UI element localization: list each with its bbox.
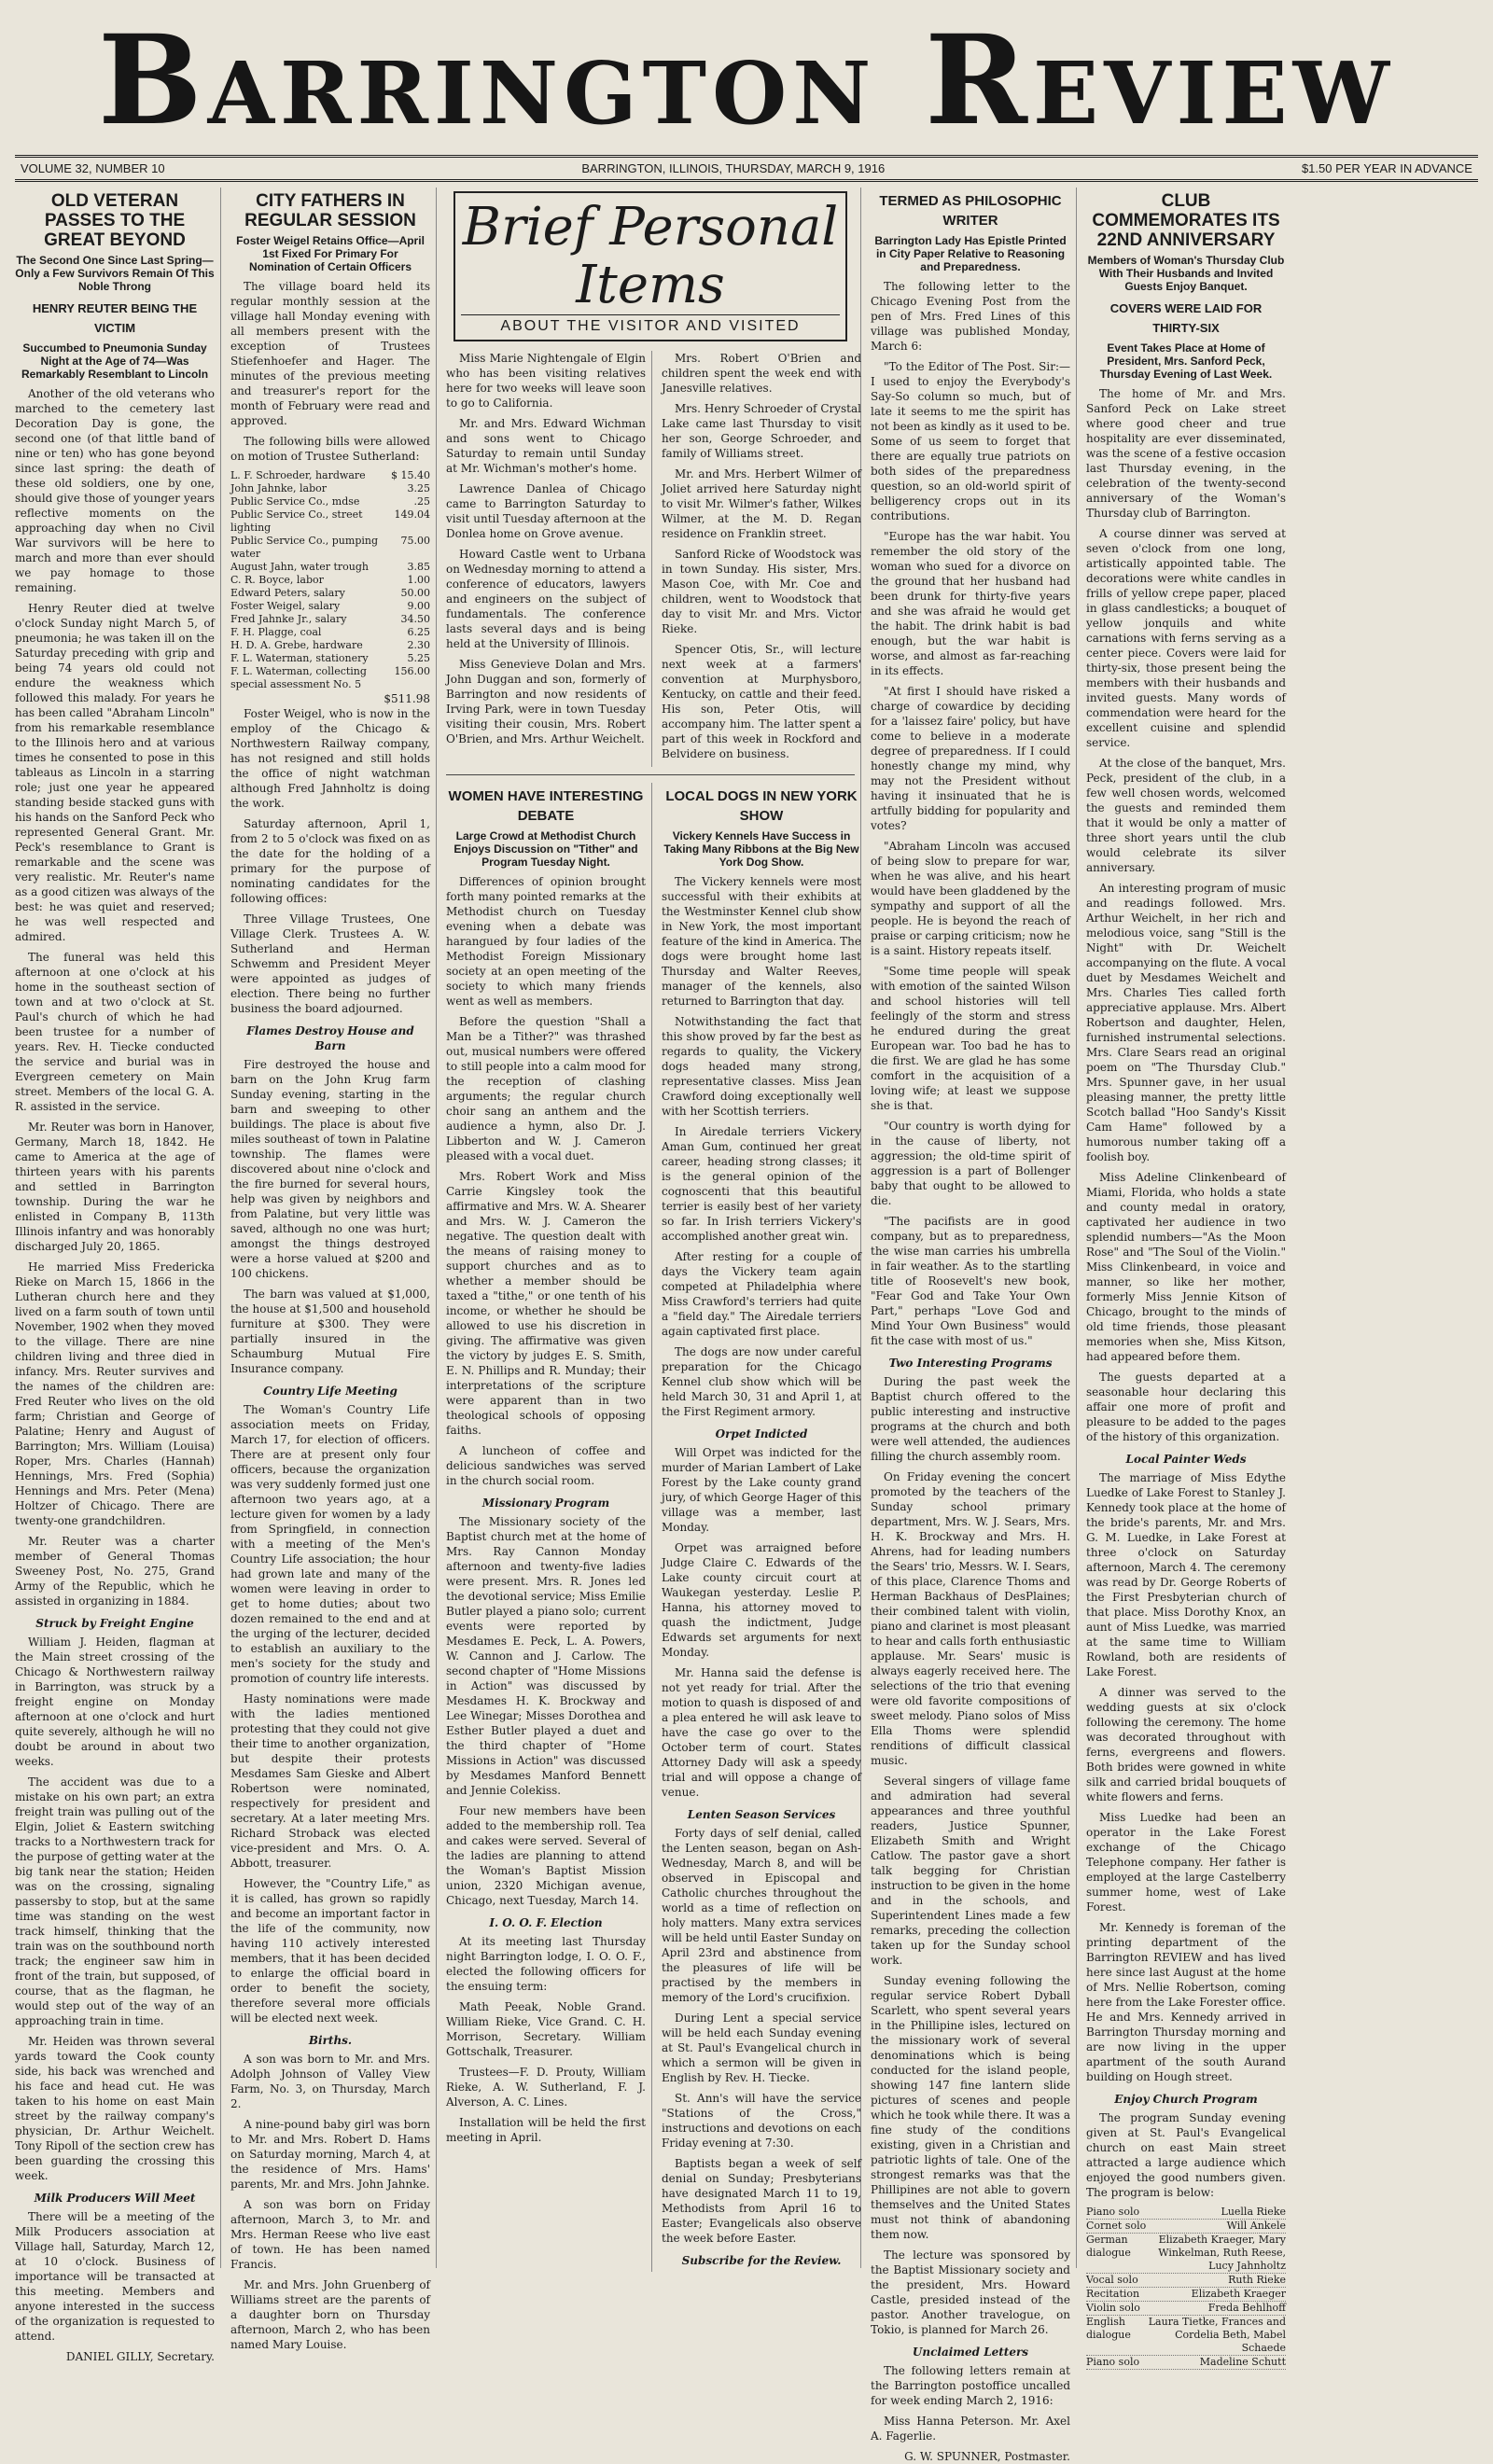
paragraph: Notwithstanding the fact that this show proved by far the best as regards to quality, the Vickery dogs headed many strong, representative classes. Miss Jean Crawford doing exceptionally well with her Scottish terriers. xyxy=(662,1015,861,1118)
headline-city-fathers: CITY FATHERS IN REGULAR SESSION xyxy=(244,191,416,230)
headline-church-program: Enjoy Church Program xyxy=(1114,2093,1258,2106)
paragraph: After resting for a couple of days the Vickery team again competed at Philadelphia where Miss Crawford's terriers had quite a "field day." The Airedale terriers again captivated first place. xyxy=(662,1250,861,1338)
paragraph: The Missionary society of the Baptist church met at the home of Mrs. Ray Cannon Monday afternoon and twenty-five ladies were present. Mrs. R. Jones led the devotional service; Miss Emilie Butler played a piano solo; current events were reported by Mesdames E. Peck, L. A. Powers, W. Cannon and J. Carlow. The second chapter of "Home Missions in Action" was discussed by Mesdames H. K. Brockway and Lee Winegar; Misses Dorothea and Esther Butler played a duet and the third chapter of "Home Missions in Action" was discussed by Mesdames Manford Bennett and Jennie Colekiss. xyxy=(446,1515,646,1797)
bill-amount: 6.25 xyxy=(407,626,430,638)
bill-amount: 1.00 xyxy=(407,574,430,586)
paragraph: "Abraham Lincoln was accused of being slow to prepare for war, when he was alive, and his heart would have been gladdened by the sympathy and support of all the people. He is beyond the reach of praise or carping criticism; now he is a saint. History repeats itself. xyxy=(871,840,1070,957)
program-item: Recitation xyxy=(1086,2288,1140,2300)
paragraph: Mr. Kennedy is foreman of the printing department of the Barrington REVIEW and has lived here since last August at the home of Mrs. Nellie Robertson, coming here from the Lake Forester office. He and Mrs. Kennedy arrived in Barrington Thursday morning and are now living in the upper apartment of the south Aurand building on Hough street. xyxy=(1086,1921,1286,2083)
paragraph: The following bills were allowed on motion of Trustee Sutherland: xyxy=(230,435,430,463)
paragraph: The program Sunday evening given at St. Paul's Evangelical church on east Main street attracted a large audience which enjoyed the good numbers given. The program is below: xyxy=(1086,2111,1286,2199)
deck: Members of Woman's Thursday Club With Their Husbands and Invited Guests Enjoy Banquet. xyxy=(1087,254,1285,293)
dogs-column xyxy=(662,783,867,2272)
program-performer: Elizabeth Kraeger xyxy=(1191,2288,1286,2300)
bill-amount: 3.25 xyxy=(407,482,430,494)
program-performer: Will Ankele xyxy=(1226,2220,1286,2232)
paragraph: Miss Adeline Clinkenbeard of Miami, Florida, who holds a state and county medal in oratory, captivated her audience in two splendid numbers—"As the Moon Rose" and "The Soul of the Violin." Miss Clinkenbeard, in voice and manner, so like her mother, formerly Miss Jennie Kitson of Chicago, brought to the minds of old time friends, those pleasant memories when she, Miss Kitson, had appeared before them. xyxy=(1086,1171,1286,1363)
newspaper-page xyxy=(15,8,1478,2463)
bill-row xyxy=(230,508,430,535)
bill-amount: 50.00 xyxy=(400,587,430,599)
bill-item: Public Service Co., mdse xyxy=(230,495,360,508)
bills-total: $511.98 xyxy=(384,692,430,705)
personal-item: Mr. and Mrs. Edward Wichman and sons went to Chicago Saturday to remain until Sunday at Mr. Wichman's mother's home. xyxy=(446,417,646,475)
subheadline: HENRY REUTER BEING THE VICTIM xyxy=(32,301,198,335)
signature: DANIEL GILLY, Secretary. xyxy=(65,2350,215,2363)
personal-left xyxy=(446,351,652,767)
paragraph: Orpet was arraigned before Judge Claire C. Edwards of the Lake county circuit court at Waukegan yesterday. Leslie P. Hanna, his attorney moved to quash the indictment, Judge Edwards set arguments for next Monday. xyxy=(662,1541,861,1659)
subscribe-note: Subscribe for the Review. xyxy=(681,2254,842,2267)
center-columns xyxy=(446,188,861,2268)
bill-amount: 9.00 xyxy=(407,600,430,612)
place-date: BARRINGTON, ILLINOIS, THURSDAY, MARCH 9, 1916 xyxy=(581,161,886,175)
paragraph: In Airedale terriers Vickery Aman Gum, continued her great career, heading strong classes; it is the general opinion of the cognoscenti that this beautiful terrier is easily best of her variety so far. In Irish terriers Vickery's accomplished another great win. xyxy=(662,1125,861,1243)
paragraph: The Vickery kennels were most successful with their exhibits at the Westminster Kennel club show in New York, the most important feature of the kind in America. The dogs were brought home last Thursday and Walter Reeves, manager of the kennels, also returned to Barrington that day. xyxy=(662,875,861,1008)
bill-amount: 3.85 xyxy=(407,561,430,573)
bill-item: H. D. A. Grebe, hardware xyxy=(230,639,363,651)
paragraph: Henry Reuter died at twelve o'clock Sunday night March 5, of pneumonia; he was taken ill on the Saturday preceding with grip and being 74 years old could not endure the weakness which followed this malady. For years he has been called "Abraham Lincoln" from his remarkable resemblance to the Illinois hero and at various times he consented to pose in this tableaus as Lincoln in a starring role; just one year he appeared standing beside stacked guns with his hands on the Sanford Peck who represented General Grant. Mr. Peck's resemblance to Grant is remarkable and the scene was very realistic. Mr. Reuter's name as a good citizen was always of the best: he was quiet and reserved; he was well respected and admired. xyxy=(15,602,215,943)
paragraph: The village board held its regular monthly session at the village hall Monday evening with all members present with the exception of Trustees Stiefenhoefer and Hager. The minutes of the previous meeting and treasurer's report for the month of February were read and approved. xyxy=(230,280,430,427)
deck: The Second One Since Last Spring—Only a Few Survivors Remain Of This Noble Throng xyxy=(15,254,215,293)
column-5 xyxy=(871,188,1077,2463)
program-row xyxy=(1086,2206,1286,2220)
paragraph: The marriage of Miss Edythe Luedke of Lake Forest to Stanley J. Kennedy took place at the home of the bride's parents, Mr. and Mrs. G. M. Luedke, in Lake Forest at three o'clock on Saturday afternoon, March 4. The ceremony was read by Dr. George Roberts of the First Presbyterian church of that place. Miss Dorothy Knox, an aunt of Miss Luedke, was married at the same time to William Rowland, both are residents of Lake Forest. xyxy=(1086,1471,1286,1678)
paragraph: Several singers of village fame and admiration had several appearances and three youthful readers, Justice Spunner, Elizabeth Smith and Wright Catlow. The pastor gave a short talk begging for Christian instruction to be given in the home and in the schools, and Superintendent Lines made a few remarks, preceding the collection taken up for the Sunday school work. xyxy=(871,1775,1070,1967)
paragraph: Foster Weigel, who is now in the employ of the Chicago & Northwestern Railway company, has not resigned and still holds the office of night watchman although Fred Jahnholtz is doing the work. xyxy=(230,707,430,810)
bill-row xyxy=(230,587,430,600)
paragraph: A luncheon of coffee and delicious sandwiches was served in the church social room. xyxy=(446,1444,646,1487)
debate-column xyxy=(446,783,652,2272)
personal-item: Sanford Ricke of Woodstock was in town Sunday. His sister, Mrs. Mason Coe, with Mr. Coe and children, went to Woodstock that day to visit Mr. and Mrs. Victor Rieke. xyxy=(662,548,861,635)
bill-item: F. L. Waterman, collecting special assessment No. 5 xyxy=(230,665,367,690)
headline-country-life: Country Life Meeting xyxy=(263,1385,398,1398)
headline-milk: Milk Producers Will Meet xyxy=(34,2192,196,2205)
bill-amount: 75.00 xyxy=(400,535,430,547)
headline-ioof: I. O. O. F. Election xyxy=(489,1916,603,1929)
program-row xyxy=(1086,2316,1286,2356)
paragraph: "Some time people will speak with emotion of the sainted Wilson and school histories will tell feelingly of the storm and stress he endured during the great European war. Too bad he has to die first. We are glad he has some comfort in the acquisition of a loving wife; at least we suppose she is that. xyxy=(871,965,1070,1112)
paragraph: "At first I should have risked a charge of cowardice by deciding for a 'laissez faire' policy, but have come to believe in a moderate degree of preparedness. If I could honestly change my mind, why may not the President without having it insinuated that he is artfully bidding for popularity and votes? xyxy=(871,685,1070,832)
paragraph: Trustees—F. D. Prouty, William Rieke, A. W. Sutherland, F. J. Alverson, A. C. Lines. xyxy=(446,2066,646,2109)
program-item: Cornet solo xyxy=(1086,2220,1147,2232)
headline-programs: Two Interesting Programs xyxy=(888,1357,1053,1370)
bill-row xyxy=(230,600,430,613)
program-row xyxy=(1086,2302,1286,2316)
paragraph: Before the question "Shall a Man be a Tither?" was thrashed out, musical numbers were offered to still people into a calm mood for the reception of clashing arguments; the regular church choir sang an anthem and the audience a hymn, also Dr. J. Libberton and W. J. Cameron pleased with a vocal duet. xyxy=(446,1015,646,1162)
paragraph: The barn was valued at $1,000, the house at $1,500 and household furniture at $300. They were partially insured in the Schaumburg Mutual Fire Insurance company. xyxy=(230,1288,430,1375)
headline-philosophic: TERMED AS PHILOSOPHIC WRITER xyxy=(879,193,1062,229)
bill-item: Public Service Co., pumping water xyxy=(230,535,379,560)
bill-item: John Jahnke, labor xyxy=(230,482,328,494)
deck: Large Crowd at Methodist Church Enjoys Discussion on "Tither" and Program Tuesday Night. xyxy=(453,829,638,869)
deck-2: Event Takes Place at Home of President, Mrs. Sanford Peck, Thursday Evening of Last Week. xyxy=(1099,341,1273,381)
deck: Foster Weigel Retains Office—April 1st Fixed For Primary For Nomination of Certain Officers xyxy=(236,234,425,273)
personal-item: Miss Marie Nightengale of Elgin who has been visiting relatives here for two weeks will leave soon to go to California. xyxy=(446,352,646,410)
bill-row xyxy=(230,561,430,574)
program-item: Piano solo xyxy=(1086,2356,1140,2368)
personal-item: Howard Castle went to Urbana on Wednesday morning to attend a conference of educators, lawyers and engineers on the subject of fundamentals. The conference lasts several days and is being held at the University of Illinois. xyxy=(446,548,646,650)
paragraph: The following letters remain at the Barrington postoffice uncalled for week ending March 2, 1916: xyxy=(871,2364,1070,2407)
headline-struck: Struck by Freight Engine xyxy=(35,1617,194,1630)
bill-row xyxy=(230,652,430,665)
paragraph: A nine-pound baby girl was born to Mr. and Mrs. Robert D. Hams on Saturday morning, March 4, at the residence of Mrs. Hams' parents, Mr. and Mrs. John Jahnke. xyxy=(230,2118,430,2191)
program-row xyxy=(1086,2356,1286,2370)
deck: Vickery Kennels Have Success in Taking Many Ribbons at the Big New York Dog Show. xyxy=(663,829,859,869)
paragraph: "Our country is worth dying for in the cause of liberty, not aggression; the old-time spirit of aggression is a part of Bollenger baby that ought to be allowed to die. xyxy=(871,1120,1070,1207)
paragraph: Three Village Trustees, One Village Clerk. Trustees A. W. Sutherland and Herman Schwemm and President Meyer were appointed as judges of election. There being no further business the board adjourned. xyxy=(230,912,430,1015)
bill-amount: 156.00 xyxy=(394,665,430,677)
paragraph: The guests departed at a seasonable hour declaring this affair one more of profit and pleasure to be added to the pages of the history of this organization. xyxy=(1086,1371,1286,1443)
paragraph: Hasty nominations were made with the ladies mentioned protesting that they could not give their time to another organization, but despite their protests Mesdames Sam Gieske and Albert Robertson were nominated, respectively for president and secretary. At a later meeting Mrs. Richard Stroback was elected vice-president and Mrs. O. A. Abbott, treasurer. xyxy=(230,1692,430,1870)
program-performer: Luella Rieke xyxy=(1221,2206,1286,2218)
headline-flames: Flames Destroy House and Barn xyxy=(246,1024,414,1052)
paragraph: The accident was due to a mistake on his own part; an extra freight train was pulling out of the Elgin, Joliet & Eastern switching tracks to a Northwestern track for the purpose of getting water at the big tank near the station; Heiden was on the crossing, signaling passersby to stop, but at the same time was standing on the west track himself, thinking that the train was on the southbound north track; the engineer saw him in front of the train, but supposed, of course, that as the flagman, he would step out of the way of an approaching train in time. xyxy=(15,1775,215,2027)
dateline xyxy=(15,155,1478,182)
personal-right xyxy=(662,351,867,767)
bill-row xyxy=(230,639,430,652)
center-stories xyxy=(446,783,861,2272)
paragraph: At its meeting last Thursday night Barrington lodge, I. O. O. F., elected the following officers for the ensuing term: xyxy=(446,1935,646,1993)
bill-row xyxy=(230,495,430,508)
personal-item: Miss Genevieve Dolan and Mrs. John Duggan and son, formerly of Barrington and now residents of Irving Park, were in town Tuesday visiting their cousin, Mrs. Robert O'Brien, and Mrs. Arthur Weichelt. xyxy=(446,658,646,745)
program-row xyxy=(1086,2234,1286,2274)
bill-row xyxy=(230,665,430,691)
bill-row xyxy=(230,626,430,639)
headline-unclaimed: Unclaimed Letters xyxy=(912,2346,1029,2359)
bill-amount: 2.30 xyxy=(407,639,430,651)
paragraph: St. Ann's will have the service "Stations of the Cross," instructions and devotions on each Friday evening at 7:30. xyxy=(662,2092,861,2150)
paragraph: A son was born on Friday afternoon, March 3, to Mr. and Mrs. Herman Reese who live east of town. He has been named Francis. xyxy=(230,2198,430,2271)
paragraph: Fire destroyed the house and barn on the John Krug farm Sunday evening, starting in the barn and sweeping to other buildings. The place is about five miles southeast of town in Palatine township. The flames were discovered about nine o'clock and the fire burned for several hours, help was given by neighbors and from Palatine, but very little was saved, although no one was hurt; amongst the things destroyed were a horse valued at $200 and 100 chickens. xyxy=(230,1058,430,1280)
columns xyxy=(15,188,1478,2463)
brief-personal-box xyxy=(453,191,847,341)
paragraph: The Woman's Country Life association meets on Friday, March 17, for election of officers. There are at present only four officers, because the organization was very suddenly formed just one afternoon two years ago, at a lecture given for women by a lady from Springfield, in connection with a meeting of the Men's Country Life association; the hour had grown late and many of the women were leaving in order to get to home duties; about two dozen remained to the end and at the urging of the lecturer, decided to establish an auxiliary to the men's society for the study and promotion of country life interests. xyxy=(230,1403,430,1685)
headline-dogs: LOCAL DOGS IN NEW YORK SHOW xyxy=(665,788,858,824)
paragraph: "To the Editor of The Post. Sir:—I used to enjoy the Everybody's Say-So column so much, but of late it seems to me the spirit has not been as kindly as it used to be. Some of us seem to forget that there are equally true patriots on both sides of the preparedness question, so an old-world spirit of belligerency crops out in its contributions. xyxy=(871,360,1070,522)
paragraph: During the past week the Baptist church offered to the public interesting and instructive programs at the church and both were well attended, the audiences filling the church assembly room. xyxy=(871,1375,1070,1463)
paragraph: However, the "Country Life," as it is called, has grown so rapidly and become an important factor in the life of the community, now having 110 actively interested members, that it has been decided to enlarge the official board in order to benefit the society, therefore several more officials will be elected next week. xyxy=(230,1877,430,2025)
paragraph: Four new members have been added to the membership roll. Tea and cakes were served. Several of the ladies are planning to attend the Woman's Baptist Mission union, 2320 Michigan avenue, Chicago, next Tuesday, March 14. xyxy=(446,1804,646,1907)
paragraph: Will Orpet was indicted for the murder of Marian Lambert of Lake Forest by the Lake county grand jury, of which George Hager of this village was a member, last Monday. xyxy=(662,1446,861,1534)
paragraph: There will be a meeting of the Milk Producers association at Village hall, Saturday, March 12, at 10 o'clock. Business of importance will be transacted at this meeting. Members and anyone interested in the success of the organization is requested to attend. xyxy=(15,2210,215,2343)
paragraph: Mr. and Mrs. John Gruenberg of Williams street are the parents of a daughter born on Thursday afternoon, March 2, who has been named Mary Louise. xyxy=(230,2278,430,2351)
brief-subtitle: ABOUT THE VISITOR AND VISITED xyxy=(461,314,840,334)
headline-missionary: Missionary Program xyxy=(481,1496,610,1510)
paragraph: Installation will be held the first meeting in April. xyxy=(446,2116,646,2144)
paragraph: Mr. Reuter was a charter member of General Thomas Sweeney Post, No. 275, Grand Army of the Republic, which he assisted in organizing in 1884. xyxy=(15,1535,215,1608)
divider xyxy=(446,774,855,775)
column-6 xyxy=(1086,188,1291,2368)
signature: G. W. SPUNNER, Postmaster. xyxy=(904,2450,1070,2463)
paragraph: Differences of opinion brought forth many pointed remarks at the Methodist church on Tuesday evening when a debate was harangued by four ladies of the Methodist Foreign Missionary society at an open meeting of the society to which many friends went as well as members. xyxy=(446,875,646,1008)
paragraph: Miss Hanna Peterson. Mr. Axel A. Fagerlie. xyxy=(871,2415,1070,2443)
paragraph: The funeral was held this afternoon at one o'clock at his home in the southeast section of town and at two o'clock at St. Paul's church of which he had been trustee for a number of years. Rev. H. Tiecke conducted the service and burial was in Evergreen cemetery on Main street. Members of the local G. A. R. assisted in the service. xyxy=(15,951,215,1113)
paragraph: "Europe has the war habit. You remember the old story of the woman who sued for a divorce on the ground that her husband had been drunk for thirty-five years and she was afraid he would get the habit. The drink habit is bad enough, but the war habit is worse, and almost as far-reaching in its effects. xyxy=(871,530,1070,677)
bill-row xyxy=(230,613,430,626)
paragraph: A course dinner was served at seven o'clock from one long, artistically appointed table. The decorations were white candles in frills of yellow crepe paper, placed in glass candlesticks; a bouquet of yellow jonquils and white carnations with ferns serving as a center piece. Covers were laid for thirty-six, those present being the members with their husbands and invited guests. Many words of commendation were heard for the excellent cuisine and splendid service. xyxy=(1086,527,1286,749)
program-row xyxy=(1086,2274,1286,2288)
volume-number: VOLUME 32, NUMBER 10 xyxy=(21,161,165,175)
paragraph: Mr. Reuter was born in Hanover, Germany, March 18, 1842. He came to America at the age of thirteen years with his parents and settled in Barrington township. During the war he enlisted in Company B, 113th Illinois infantry and was honorably discharged July 20, 1865. xyxy=(15,1121,215,1253)
column-2 xyxy=(230,188,437,2351)
program-performer: Elizabeth Kraeger, Mary Winkelman, Ruth Reese, Lucy Jahnholtz xyxy=(1158,2234,1286,2272)
personal-item: Lawrence Danlea of Chicago came to Barrington Saturday to visit until Tuesday afternoon at the Donlea home on Grove avenue. xyxy=(446,482,646,540)
bill-row xyxy=(230,482,430,495)
paragraph: Another of the old veterans who marched to the cemetery last Decoration Day is gone, the second one (of that little band of nine or ten) who has gone beyond since last spring: the death of these old soldiers, one by one, should give those of younger years reflective moments on the approaching day when no Civil War survivors will be here to march and more than ever should we pay homage to those remaining. xyxy=(15,387,215,594)
program-item: English dialogue xyxy=(1086,2316,1131,2341)
paragraph: Sunday evening following the regular service Robert Dyball Scarlett, who spent several years in the Phillipine isles, lectured on the missionary work of several denominations which is being conducted for the island people, showing 147 fine lantern slide pictures of scenes and people which he took while there. It was a fine study of the conditions existing, given in a Christian and patriotic lights of tale. One of the strongest remarks was that the Phillipines are not able to govern themselves and the United States must not think of abandoning them now. xyxy=(871,1974,1070,2241)
program-performer: Madeline Schutt xyxy=(1199,2356,1286,2368)
headline-births: Births. xyxy=(308,2034,353,2047)
program-item: Piano solo xyxy=(1086,2206,1140,2218)
paragraph: He married Miss Fredericka Rieke on March 15, 1866 in the Lutheran church here and they lived on a farm south of town until November, 1902 when they moved to the village. There are nine children living and three died in infancy. Mrs. Reuter survives and the names of the children are: Fred Reuter who lives on the old farm; Christian and George of Palatine; Henry and August of Barrington; Mrs. William (Louisa) Roper, Mrs. Charles (Hannah) Hennings, Mrs. Fred (Sophia) Hennings and Mrs. Peter (Mena) Holtzer of Chicago. There are twenty-one grandchildren. xyxy=(15,1260,215,1527)
paragraph: Baptists began a week of self denial on Sunday; Presbyterians have designated March 11 to 19, Methodists from April 16 to Easter; Evangelicals also observe the week before Easter. xyxy=(662,2157,861,2245)
bill-item: Public Service Co., street lighting xyxy=(230,508,363,534)
bill-item: L. F. Schroeder, hardware xyxy=(230,469,366,481)
paragraph: "The pacifists are in good company, but as to preparedness, the wise man carries his umbrella in fair weather. As to the startling title of Roosevelt's new book, "Fear God and Take Your Own Part," perhaps "Love God and Mind Your Own Business" would fit the case with most of us." xyxy=(871,1215,1070,1347)
program-item: Violin solo xyxy=(1086,2302,1140,2314)
masthead: Barrington Review xyxy=(98,8,1395,153)
bill-amount: .25 xyxy=(413,495,430,508)
program-row xyxy=(1086,2220,1286,2234)
paragraph: Mr. Heiden was thrown several yards toward the Cook county side, his back was wrenched and his face and head cut. He was taken to his home on east Main street by the railway company's physician, Dr. Arthur Weichelt. Tony Ripoll of the section crew has been guarding the crossing this week. xyxy=(15,2035,215,2182)
paragraph: Math Peeak, Noble Grand. William Rieke, Vice Grand. C. H. Morrison, Secretary. William Gottschalk, Treasurer. xyxy=(446,2000,646,2058)
paragraph: A dinner was served to the wedding guests at six o'clock following the ceremony. The home was decorated throughout with ferns, evergreens and flowers. Both brides were gowned in white silk and carried bridal bouquets of white flowers and ferns. xyxy=(1086,1686,1286,1803)
bill-row xyxy=(230,574,430,587)
bill-amount: 34.50 xyxy=(400,613,430,625)
bill-row xyxy=(230,469,430,482)
bill-amount: 5.25 xyxy=(407,652,430,664)
deck: Barrington Lady Has Epistle Printed in City Paper Relative to Reasoning and Preparedness. xyxy=(874,234,1067,273)
bill-row xyxy=(230,535,430,561)
paragraph: Forty days of self denial, called the Lenten season, began on Ash-Wednesday, March 8, and will be observed in Episcopal and Catholic churches throughout the world as a time of reflection on holy matters. Many extra services will be held until Easter Sunday on April 23rd and abstinence from the pleasures of life will be practised by the members in memory of the Lord's crucifixion. xyxy=(662,1827,861,2004)
personal-item: Mr. and Mrs. Herbert Wilmer of Joliet arrived here Saturday night to visit Mr. Wilmer's father, Wilkes Wilmer, at the M. D. Regan residence on Franklin street. xyxy=(662,467,861,540)
paragraph: The following letter to the Chicago Evening Post from the pen of Mrs. Fred Lines of this village was published Monday, March 6: xyxy=(871,280,1070,353)
bills-list xyxy=(230,469,430,691)
bill-item: F. L. Waterman, stationery xyxy=(230,652,369,664)
brief-title: Brief Personal Items xyxy=(462,197,839,315)
program-item: German dialogue xyxy=(1086,2234,1131,2259)
bill-item: C. R. Boyce, labor xyxy=(230,574,324,586)
paragraph: Saturday afternoon, April 1, from 2 to 5 o'clock was fixed on as the date for the holding of a primary for the purpose of nominating candidates for the following offices: xyxy=(230,817,430,905)
paragraph: An interesting program of music and readings followed. Mrs. Arthur Weichelt, in her rich and melodious voice, sang "Still is the Night" with Dr. Weichelt accompanying on the flute. A vocal duet by Mesdames Weichelt and Mrs. Charles Ties called forth appreciative applause. Mrs. Albert Robertson and daughter, Helen, furnished instrumental selections. Mrs. Clare Sears read an original poem on "The Thursday Club." Mrs. Spunner gave, in her usual pleasing manner, the pretty little Scotch ballad "Hoo Sandy's Kissit Cam Hame" followed by a humorous number taking off a foolish boy. xyxy=(1086,882,1286,1163)
headline-debate: WOMEN HAVE INTERESTING DEBATE xyxy=(448,788,644,824)
bill-item: Foster Weigel, salary xyxy=(230,600,341,612)
program-performer: Laura Tietke, Frances and Cordelia Beth, Mabel Schaede xyxy=(1148,2316,1286,2354)
bill-item: August Jahn, water trough xyxy=(230,561,370,573)
bill-item: Edward Peters, salary xyxy=(230,587,345,599)
headline-orpet: Orpet Indicted xyxy=(715,1427,808,1441)
paragraph: During Lent a special service will be held each Sunday evening at St. Paul's Evangelical church in which a sermon will be given in English by Rev. H. Tiecke. xyxy=(662,2012,861,2084)
bill-item: F. H. Plagge, coal xyxy=(230,626,322,638)
bill-amount: 149.04 xyxy=(394,508,430,521)
paragraph: The home of Mr. and Mrs. Sanford Peck on Lake street where good cheer and true hospitality are ever disseminated, was the scene of a festive occasion last Thursday evening, in the celebration of the twenty-second anniversary of the Woman's Thursday club of Barrington. xyxy=(1086,387,1286,520)
paragraph: Mr. Hanna said the defense is not yet ready for trial. After the motion to quash is disposed of and a plea entered he will ask leave to have the case go over to the October term of court. States Attorney Dady will ask a speedy trial and will oppose a change of venue. xyxy=(662,1666,861,1799)
program-performer: Ruth Rieke xyxy=(1228,2274,1286,2286)
paragraph: The dogs are now under careful preparation for the Chicago Kennel club show which will be held March 30, 31 and April 1, at the First Regiment armory. xyxy=(662,1345,861,1418)
deck-2: Succumbed to Pneumonia Sunday Night at the Age of 74—Was Remarkably Resemblant to Lincoln xyxy=(21,341,209,381)
personal-item: Spencer Otis, Sr., will lecture next week at a farmers' convention at Murphysboro, Kentucky, on cattle and their feed. His son, Peter Otis, will accompany him. The latter spent a part of this week in Rockford and Belvidere on business. xyxy=(662,643,861,760)
subheadline: COVERS WERE LAID FOR THIRTY-SIX xyxy=(1109,301,1263,335)
paragraph: Miss Luedke had been an operator in the Lake Forest exchange of the Chicago Telephone company. Her father is employed at the large Castelberry summer home, west of Lake Forest. xyxy=(1086,1811,1286,1914)
paragraph: The lecture was sponsored by the Baptist Missionary society and the president, Mrs. Howard Castle, presided instead of the pastor. Another travelogue, on Tokio, is planned for March 26. xyxy=(871,2248,1070,2336)
bill-amount: $ 15.40 xyxy=(391,469,430,481)
headline-lenten: Lenten Season Services xyxy=(687,1808,836,1821)
paragraph: On Friday evening the concert promoted by the teachers of the Sunday school primary department, Mrs. W. J. Sears, Mrs. H. K. Brockway and Mrs. H. Ahrens, had for leading numbers the Sears' trio, Messrs. W. I. Sears, of this place, Clarence Thoms and Herman Backhaus of DesPlaines; their combined talent with violin, piano and clarinet is most pleasant to hear and calls forth enthusiastic applause. Mr. Sears' music is always eagerly received here. The selections of the trio that evening were old favorite compositions of sweet melody. Piano solos of Miss Ella Thoms were splendid renditions of difficult classical music. xyxy=(871,1470,1070,1767)
headline-old-veteran: OLD VETERAN PASSES TO THE GREAT BEYOND xyxy=(44,191,186,250)
headline-club: CLUB COMMEMORATES ITS 22ND ANNIVERSARY xyxy=(1092,191,1280,250)
program-row xyxy=(1086,2288,1286,2302)
personal-item: Mrs. Henry Schroeder of Crystal Lake came last Thursday to visit her son, George Schroeder, and family of Williams street. xyxy=(662,402,861,460)
paragraph: William J. Heiden, flagman at the Main street crossing of the Chicago & Northwestern railway in Barrington, was struck by a freight engine on Monday afternoon at one o'clock and hurt quite severely, although he will no doubt be around in about two weeks. xyxy=(15,1636,215,1768)
bill-item: Fred Jahnke Jr., salary xyxy=(230,613,347,625)
personal-item: Mrs. Robert O'Brien and children spent the week end with Janesville relatives. xyxy=(662,352,861,395)
program-performer: Freda Behlhoff xyxy=(1207,2302,1286,2314)
subscription-price: $1.50 PER YEAR IN ADVANCE xyxy=(1301,161,1472,175)
paragraph: Mrs. Robert Work and Miss Carrie Kingsley took the affirmative and Mrs. W. A. Shearer and Mrs. W. J. Cameron the negative. The question dealt with the means of raising money to support churches and as to whether a member should be taxed a "tithe," or one tenth of his income, or whether he should be allowed to use his discretion in giving. The affirmative was given the victory by judges E. S. Smith, E. N. Phillips and R. Munday; their interpretations of the scripture were apparent than in two theological schools of opposing faiths. xyxy=(446,1170,646,1437)
program-item: Vocal solo xyxy=(1086,2274,1138,2286)
program-list xyxy=(1086,2206,1286,2370)
headline-painter-weds: Local Painter Weds xyxy=(1125,1453,1247,1466)
column-1 xyxy=(15,188,221,2363)
paragraph: At the close of the banquet, Mrs. Peck, president of the club, in a few well chosen words, welcomed the guests and reminded them that it would be only a matter of three short years until the club would celebrate its silver anniversary. xyxy=(1086,757,1286,874)
personal-items xyxy=(446,351,861,767)
paragraph: A son was born to Mr. and Mrs. Adolph Johnson of Valley View Farm, No. 3, on Thursday, March 2. xyxy=(230,2053,430,2110)
